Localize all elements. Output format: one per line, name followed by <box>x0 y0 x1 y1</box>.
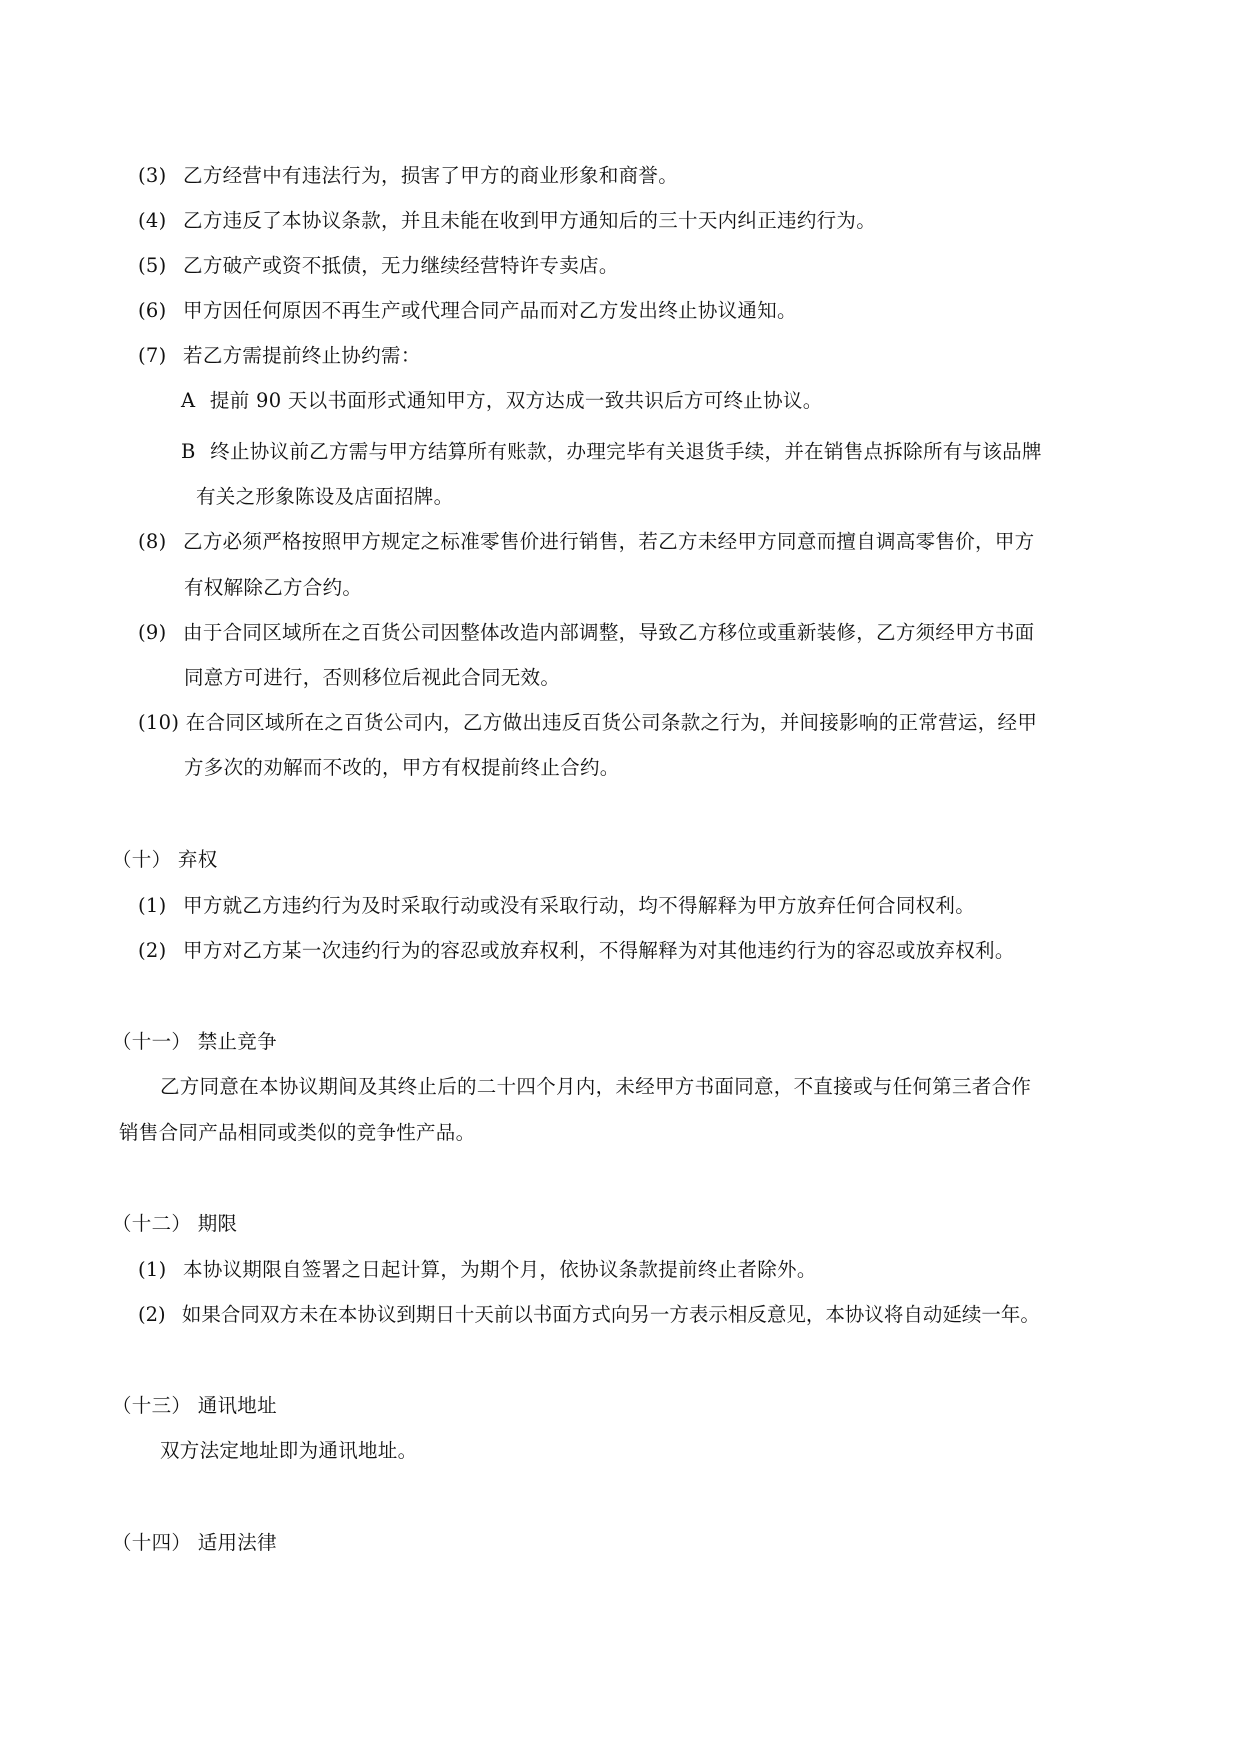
clause-item <box>138 937 1015 965</box>
paragraph: 乙方同意在本协议期间及其终止后的二十四个月内，未经甲方书面同意，不直接或与任何第三者合作 <box>160 1075 1032 1098</box>
clause-text: 乙方违反了本协议条款，并且未能在收到甲方通知后的三十天内纠正违约行为。 <box>183 209 877 232</box>
paragraph-continuation: 销售合同产品相同或类似的竞争性产品。 <box>119 1121 476 1144</box>
clause-text: 甲方因任何原因不再生产或代理合同产品而对乙方发出终止协议通知。 <box>183 299 797 322</box>
clause-number: (1) <box>138 894 167 917</box>
clause-number: (2) <box>138 1303 166 1326</box>
section-heading: （十四） 适用法律 <box>112 1531 277 1554</box>
sub-clause-text: 终止协议前乙方需与甲方结算所有账款，办理完毕有关退货手续，并在销售点拆除所有与该品牌 <box>210 440 1042 463</box>
clause-text: 甲方对乙方某一次违约行为的容忍或放弃权利，不得解释为对其他违约行为的容忍或放弃权利。 <box>183 939 1015 962</box>
clause-item <box>138 207 876 235</box>
clause-number: (6) <box>138 299 167 322</box>
section-heading: （十一） 禁止竞争 <box>112 1030 277 1053</box>
clause-item <box>138 342 421 370</box>
clause-item <box>138 297 797 325</box>
sub-clause-item <box>181 438 1042 466</box>
clause-item <box>138 528 1034 556</box>
sub-clause-item <box>181 387 823 415</box>
clause-text: 若乙方需提前终止协约需： <box>183 344 421 367</box>
sub-clause-letter: B <box>181 440 196 463</box>
clause-item <box>138 1301 1040 1329</box>
clause-number: (1) <box>138 1258 167 1281</box>
sub-clause-text: 提前 90 天以书面形式通知甲方，双方达成一致共识后方可终止协议。 <box>209 389 823 412</box>
section-heading: （十） 弃权 <box>112 848 218 871</box>
clause-number: (8) <box>138 530 167 553</box>
clause-item <box>138 162 678 190</box>
sub-clause-continuation: 有关之形象陈设及店面招牌。 <box>196 485 454 508</box>
clause-number: (4) <box>138 209 167 232</box>
clause-number: (7) <box>138 344 167 367</box>
clause-item <box>138 1256 817 1284</box>
clause-number: (3) <box>138 164 167 187</box>
clause-text: 乙方破产或资不抵债，无力继续经营特许专卖店。 <box>183 254 619 277</box>
clause-text: 本协议期限自签署之日起计算，为期个月，依协议条款提前终止者除外。 <box>183 1258 817 1281</box>
clause-item <box>138 892 975 920</box>
clause-item <box>138 619 1034 647</box>
section-heading: （十三） 通讯地址 <box>112 1394 277 1417</box>
clause-number: (10) <box>138 711 180 734</box>
clause-number: (9) <box>138 621 167 644</box>
clause-text: 如果合同双方未在本协议到期日十天前以书面方式向另一方表示相反意见，本协议将自动延续一年。 <box>181 1303 1040 1326</box>
clause-continuation: 同意方可进行，否则移位后视此合同无效。 <box>184 666 561 689</box>
clause-item <box>138 252 619 280</box>
sub-clause-letter: A <box>181 389 196 412</box>
clause-text: 乙方经营中有违法行为，损害了甲方的商业形象和商誉。 <box>183 164 679 187</box>
clause-text: 乙方必须严格按照甲方规定之标准零售价进行销售，若乙方未经甲方同意而擅自调高零售价，甲方 <box>183 530 1035 553</box>
paragraph: 双方法定地址即为通讯地址。 <box>160 1439 418 1462</box>
clause-text: 由于合同区域所在之百货公司因整体改造内部调整，导致乙方移位或重新装修，乙方须经甲方书面 <box>183 621 1035 644</box>
section-heading: （十二） 期限 <box>112 1212 238 1235</box>
clause-number: (2) <box>138 939 167 962</box>
clause-number: (5) <box>138 254 167 277</box>
clause-item <box>138 709 1037 737</box>
clause-continuation: 方多次的劝解而不改的，甲方有权提前终止合约。 <box>184 756 620 779</box>
clause-continuation: 有权解除乙方合约。 <box>184 576 363 599</box>
clause-text: 在合同区域所在之百货公司内，乙方做出违反百货公司条款之行为，并间接影响的正常营运，经甲 <box>185 711 1038 734</box>
clause-text: 甲方就乙方违约行为及时采取行动或没有采取行动，均不得解释为甲方放弃任何合同权利。 <box>183 894 976 917</box>
